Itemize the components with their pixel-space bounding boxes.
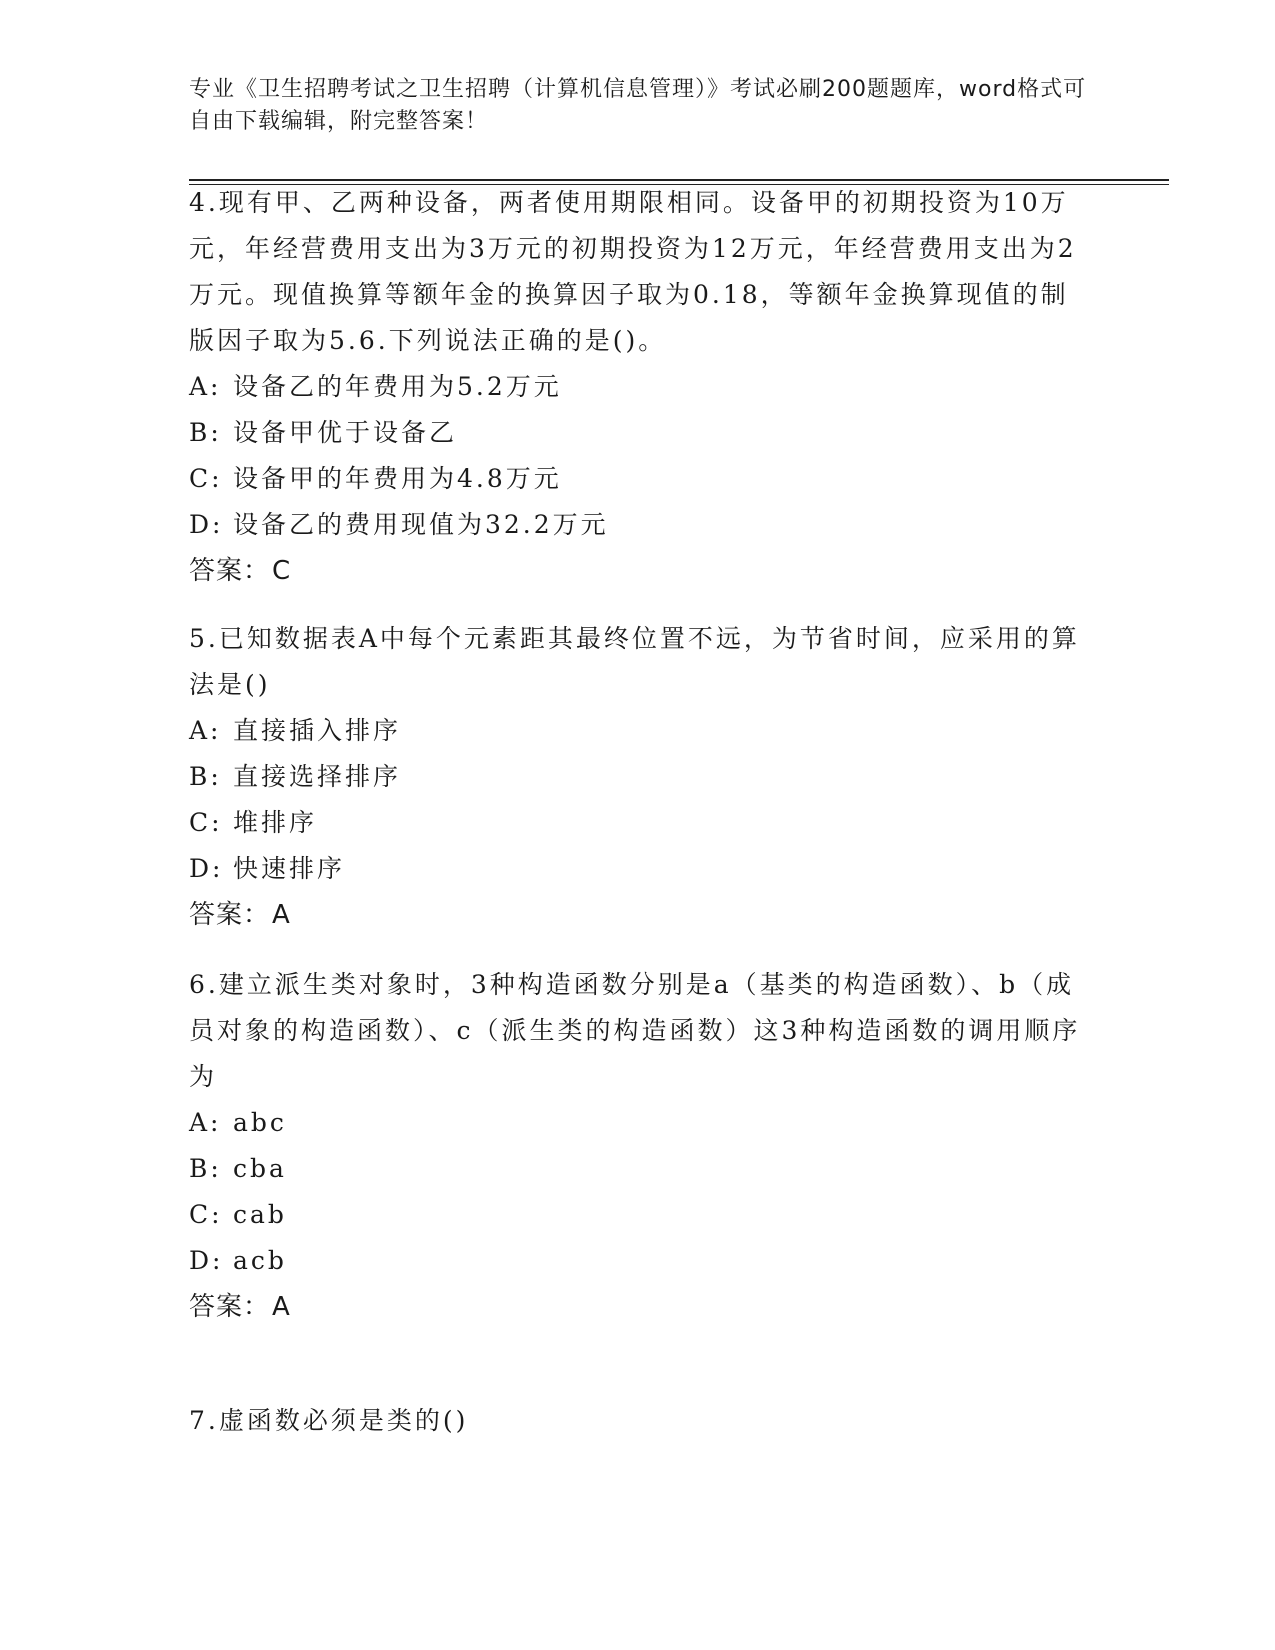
option-b bbox=[189, 1146, 1089, 1192]
question-4 bbox=[189, 180, 1089, 594]
option-key: D: bbox=[189, 510, 224, 539]
answer-value: C bbox=[272, 556, 292, 586]
question-stem: 7.虚函数必须是类的() bbox=[189, 1406, 469, 1435]
option-a bbox=[189, 364, 1089, 410]
option-key: B: bbox=[189, 418, 222, 447]
option-a bbox=[189, 708, 1089, 754]
option-text: 设备乙的年费用为5.2万元 bbox=[233, 372, 562, 401]
option-key: B: bbox=[189, 762, 222, 791]
question-stem: 5.已知数据表A中每个元素距其最终位置不远，为节省时间，应采用的算法是() bbox=[189, 624, 1080, 699]
answer-line bbox=[189, 548, 1089, 594]
option-key: A: bbox=[189, 716, 222, 745]
option-text: cba bbox=[233, 1154, 287, 1183]
option-key: C: bbox=[189, 808, 223, 837]
option-c bbox=[189, 1192, 1089, 1238]
option-text: 堆排序 bbox=[233, 808, 318, 837]
answer-value: A bbox=[272, 900, 291, 930]
option-d bbox=[189, 502, 1089, 548]
option-a bbox=[189, 1100, 1089, 1146]
option-d bbox=[189, 1238, 1089, 1284]
option-text: 直接选择排序 bbox=[233, 762, 402, 791]
question-6 bbox=[189, 962, 1089, 1330]
option-key: D: bbox=[189, 854, 224, 883]
option-key: C: bbox=[189, 464, 223, 493]
answer-label: 答案： bbox=[189, 556, 271, 586]
answer-line bbox=[189, 892, 1089, 938]
option-c bbox=[189, 456, 1089, 502]
option-b bbox=[189, 754, 1089, 800]
answer-label: 答案： bbox=[189, 1292, 271, 1322]
option-text: 设备乙的费用现值为32.2万元 bbox=[233, 510, 609, 539]
option-key: C: bbox=[189, 1200, 223, 1229]
option-key: A: bbox=[189, 372, 222, 401]
question-5 bbox=[189, 616, 1089, 938]
option-d bbox=[189, 846, 1089, 892]
option-key: D: bbox=[189, 1246, 224, 1275]
answer-value: A bbox=[272, 1292, 291, 1322]
document-header: 专业《卫生招聘考试之卫生招聘（计算机信息管理）》考试必刷200题题库，word格式可自由下载编辑，附完整答案！ bbox=[189, 77, 1087, 134]
question-stem: 4.现有甲、乙两种设备，两者使用期限相同。设备甲的初期投资为10万元，年经营费用支出为3万元的初期投资为12万元，年经营费用支出为2万元。现值换算等额年金的换算因子取为0.18，等额年金换算现值的制版因子取为5.6.下列说法正确的是()。 bbox=[189, 188, 1077, 355]
option-text: 设备甲优于设备乙 bbox=[233, 418, 458, 447]
question-stem: 6.建立派生类对象时，3种构造函数分别是a（基类的构造函数）、b（成员对象的构造函数）、c（派生类的构造函数）这3种构造函数的调用顺序为 bbox=[189, 970, 1081, 1091]
option-text: cab bbox=[233, 1200, 287, 1229]
question-7 bbox=[189, 1398, 1089, 1444]
answer-line bbox=[189, 1284, 1089, 1330]
option-key: B: bbox=[189, 1154, 222, 1183]
option-text: acb bbox=[233, 1246, 287, 1275]
option-text: 设备甲的年费用为4.8万元 bbox=[233, 464, 562, 493]
option-text: abc bbox=[233, 1108, 287, 1137]
answer-label: 答案： bbox=[189, 900, 271, 930]
option-text: 直接插入排序 bbox=[233, 716, 402, 745]
option-key: A: bbox=[189, 1108, 222, 1137]
option-text: 快速排序 bbox=[233, 854, 346, 883]
option-c bbox=[189, 800, 1089, 846]
option-b bbox=[189, 410, 1089, 456]
